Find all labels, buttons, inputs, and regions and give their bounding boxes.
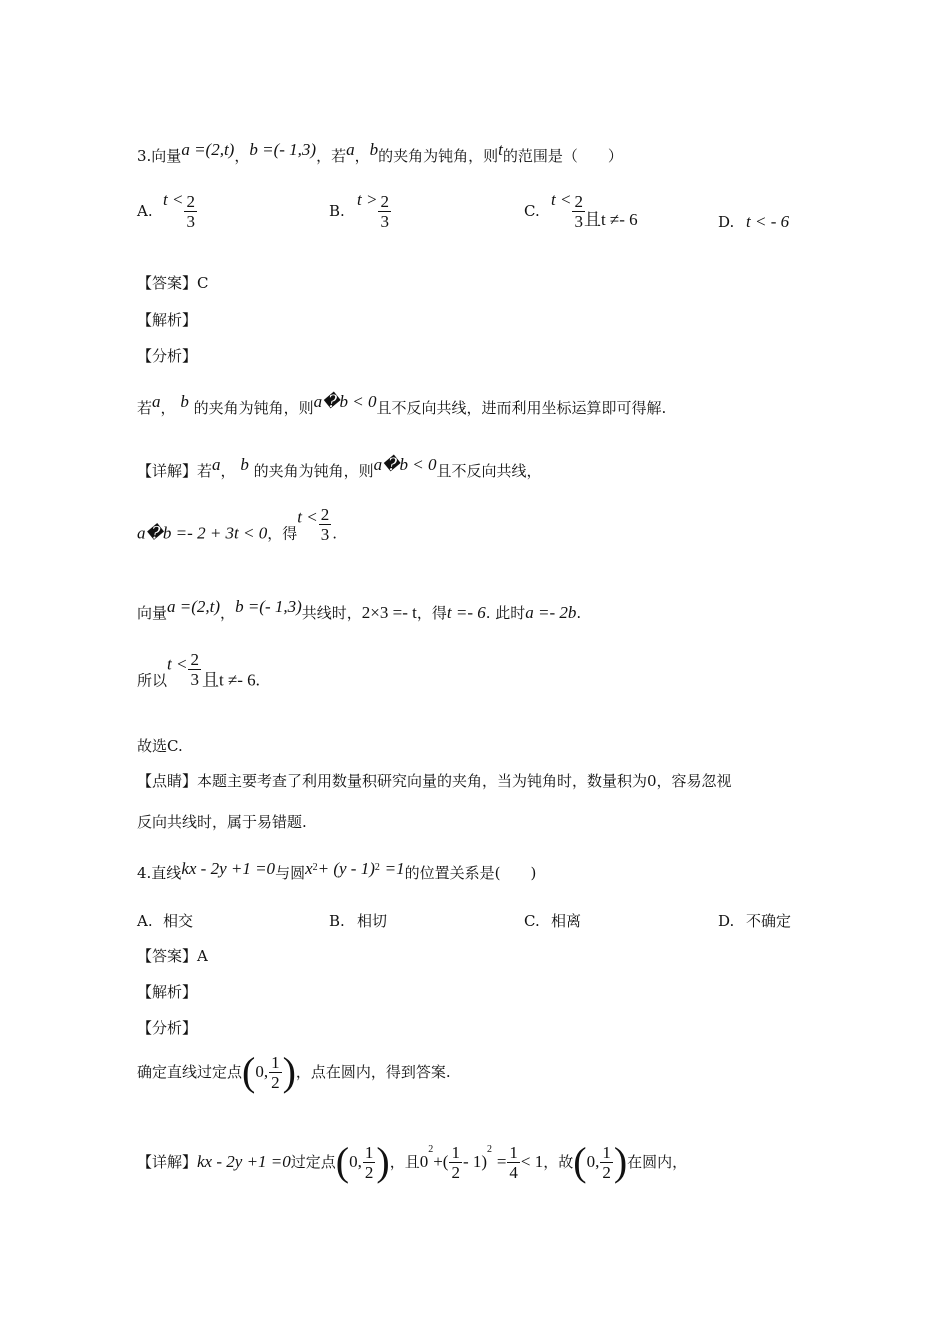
paren-left: ( (573, 1139, 587, 1184)
q3-fenxi-tag: 【分析】 (137, 347, 198, 365)
q3-option-a-frac (184, 192, 197, 231)
math-line-eq: kx - 2y +1 =0 (197, 1152, 291, 1171)
frac-den: 2 (451, 1162, 460, 1182)
math-zero: 0 (419, 1152, 429, 1171)
math-b: b (180, 392, 189, 411)
math-b: b =(- 1,3) (235, 597, 302, 616)
paren-right: ) (613, 1139, 628, 1184)
math-lhs: t < (167, 654, 188, 674)
q4-option-b (329, 910, 387, 931)
q3-stem-mid: ，若 (316, 147, 347, 165)
math-calc: a�b =- 2 + 3t < 0 (137, 523, 268, 543)
text: 与圆 (275, 864, 306, 882)
math-circle: + (y - 1) (317, 859, 375, 878)
paren-left: ( (335, 1139, 350, 1184)
frac-den: 3 (380, 211, 389, 231)
q3-option-a (137, 190, 198, 231)
comma: ， (220, 462, 236, 480)
math-point-x: 0, (586, 1152, 600, 1171)
q3-analysis-tag: 【解析】 (137, 311, 198, 329)
q4-answer: 【答案】A (137, 947, 208, 965)
q3-option-b (329, 190, 392, 231)
q3-collinear-line (137, 597, 581, 623)
q4-option-c (524, 910, 581, 931)
frac-den: 3 (186, 211, 195, 231)
math-line-eq: kx - 2y +1 =0 (181, 859, 276, 878)
text: . 此时 (485, 604, 526, 622)
q3-t: t (498, 140, 503, 159)
q3-option-b-lhs: t > (357, 190, 378, 209)
frac-num: 2 (186, 191, 195, 211)
q4-detail-line (137, 1140, 687, 1182)
math-rest: 且t ≠- 6. (201, 670, 260, 690)
math-eq: 2×3 =- t (361, 603, 417, 622)
frac-num: 1 (509, 1142, 518, 1162)
frac-num: 1 (271, 1052, 280, 1072)
frac-den: 4 (509, 1162, 518, 1182)
q3-option-c (524, 190, 638, 231)
math-minus: - 1) (462, 1152, 488, 1171)
q3-vector-b: b =(- 1,3) (249, 140, 317, 159)
q3-option-d-letter: D. (718, 213, 735, 231)
text: 的位置关系是( ) (404, 864, 537, 882)
math-sup: 2 (374, 862, 380, 873)
math-frac (507, 1143, 520, 1182)
text: 在圆内， (627, 1153, 688, 1171)
frac-den: 2 (271, 1072, 280, 1092)
q3-option-d-text: t < - 6 (746, 212, 790, 231)
frac-den: 2 (364, 1162, 374, 1182)
q3-note-line1: 【点睛】本题主要考查了利用数量积研究向量的夹角，当为钝角时，数量积为0，容易忽视 (137, 772, 732, 790)
frac-num: 2 (320, 505, 330, 524)
math-sup: 2 (312, 862, 318, 873)
letter: A. (137, 912, 153, 930)
text: 相离 (551, 912, 582, 930)
math-frac (188, 650, 201, 689)
comma: ， (220, 604, 236, 622)
q3-option-b-frac (378, 192, 391, 231)
q3-option-b-letter: B. (329, 202, 345, 220)
text: 若 (137, 399, 153, 417)
q3-stem-end: 的范围是（ ） (502, 147, 623, 165)
text: ，得 (416, 604, 447, 622)
q3-answer: 【答案】C (137, 274, 209, 292)
letter: B. (329, 912, 345, 930)
frac-den: 3 (190, 670, 199, 689)
text: 的夹角为钝角，则 (253, 462, 374, 480)
q4-fenxi-tag: 【分析】 (137, 1019, 198, 1037)
math-point-x: 0, (349, 1152, 362, 1171)
letter: C. (524, 912, 540, 930)
paren-left: ( (242, 1049, 256, 1094)
math-a: a (152, 392, 161, 411)
math-a: a (212, 455, 221, 474)
frac-den: 2 (602, 1162, 611, 1182)
text: 相切 (357, 912, 388, 930)
math-lt: < 1 (520, 1152, 544, 1171)
q3-a: a (346, 140, 355, 159)
text: . (332, 524, 337, 543)
q3-option-c-lhs: t < (551, 190, 572, 209)
q4-stem (137, 858, 536, 883)
math-frac (600, 1143, 613, 1182)
q3-option-c-letter: C. (524, 202, 540, 220)
q3-vector-a: a =(2,t) (181, 140, 235, 159)
letter: D. (718, 912, 735, 930)
math-dot-product: a�b < 0 (373, 455, 437, 474)
q3-option-a-letter: A. (137, 202, 153, 220)
frac-num: 2 (380, 191, 389, 211)
q3-option-d (718, 212, 789, 232)
math-dot-product: a�b < 0 (313, 392, 377, 411)
text: 且不反向共线，进而利用坐标运算即可得解. (376, 399, 667, 417)
frac-num: 1 (364, 1142, 374, 1162)
paren-right: ) (282, 1049, 296, 1094)
math-sup: 2 (487, 1144, 493, 1155)
math-plus: +( (433, 1152, 449, 1171)
text: 4.直线 (137, 864, 182, 882)
math-point-x: 0, (255, 1062, 269, 1081)
q3-stem-prefix: 3.向量 (137, 147, 182, 165)
math-sup: 2 (428, 1144, 434, 1155)
text: 过定点 (290, 1153, 336, 1171)
q3-b: b (369, 140, 379, 159)
q4-option-a (137, 910, 193, 931)
q3-calc-line (137, 505, 337, 544)
text: ，点在圆内，得到答案. (295, 1063, 451, 1081)
text: . (576, 604, 582, 622)
math-frac (449, 1143, 462, 1182)
math-circle-end: =1 (384, 859, 405, 878)
q3-stem-mid2: 的夹角为钝角，则 (378, 147, 499, 165)
comma: ， (160, 399, 176, 417)
math-a: a =(2,t) (167, 597, 221, 616)
text: ，得 (267, 524, 298, 543)
q3-choose: 故选C. (137, 737, 183, 755)
math-b: b (240, 455, 249, 474)
text: 不确定 (746, 912, 792, 930)
q3-note-line2: 反向共线时，属于易错题. (137, 813, 307, 831)
text: 确定直线过定点 (137, 1063, 243, 1081)
q4-analysis-tag: 【解析】 (137, 983, 198, 1001)
q3-comma2: ， (354, 147, 370, 165)
math-frac (363, 1143, 376, 1182)
text: ，且 (389, 1153, 420, 1171)
math-x: x (305, 859, 313, 878)
frac-num: 2 (190, 650, 199, 669)
q3-option-a-lhs: t < (163, 190, 184, 209)
text: 且不反向共线， (436, 462, 542, 480)
text: 所以 (137, 671, 168, 690)
text: 相交 (163, 912, 194, 930)
text: 向量 (137, 604, 168, 622)
math-lhs: t < (297, 507, 318, 527)
q3-so-line (137, 650, 260, 691)
q3-option-c-rest: 且t ≠- 6 (583, 210, 638, 229)
q3-detail-line (137, 455, 542, 481)
q3-comma: ， (234, 147, 250, 165)
math-a2b: a =- 2b (525, 603, 577, 622)
q3-stem (137, 140, 623, 166)
paren-right: ) (376, 1139, 390, 1184)
text: ，故 (543, 1153, 574, 1171)
frac-num: 2 (574, 191, 583, 211)
q3-fenxi-text (137, 392, 666, 418)
frac-den: 3 (320, 525, 330, 544)
detail-tag: 【详解】 (137, 1153, 198, 1171)
text: 的夹角为钝角，则 (193, 399, 314, 417)
text: 共线时， (301, 604, 362, 622)
math-frac (269, 1053, 282, 1092)
math-frac (319, 505, 332, 544)
q4-fenxi-text (137, 1049, 451, 1094)
math-t: t =- 6 (446, 603, 486, 622)
frac-den: 3 (574, 211, 583, 231)
frac-num: 1 (451, 1142, 460, 1162)
detail-tag: 【详解】若 (137, 462, 213, 480)
math-eq: = (496, 1152, 507, 1171)
frac-num: 1 (602, 1142, 611, 1162)
q4-option-d (718, 910, 791, 931)
